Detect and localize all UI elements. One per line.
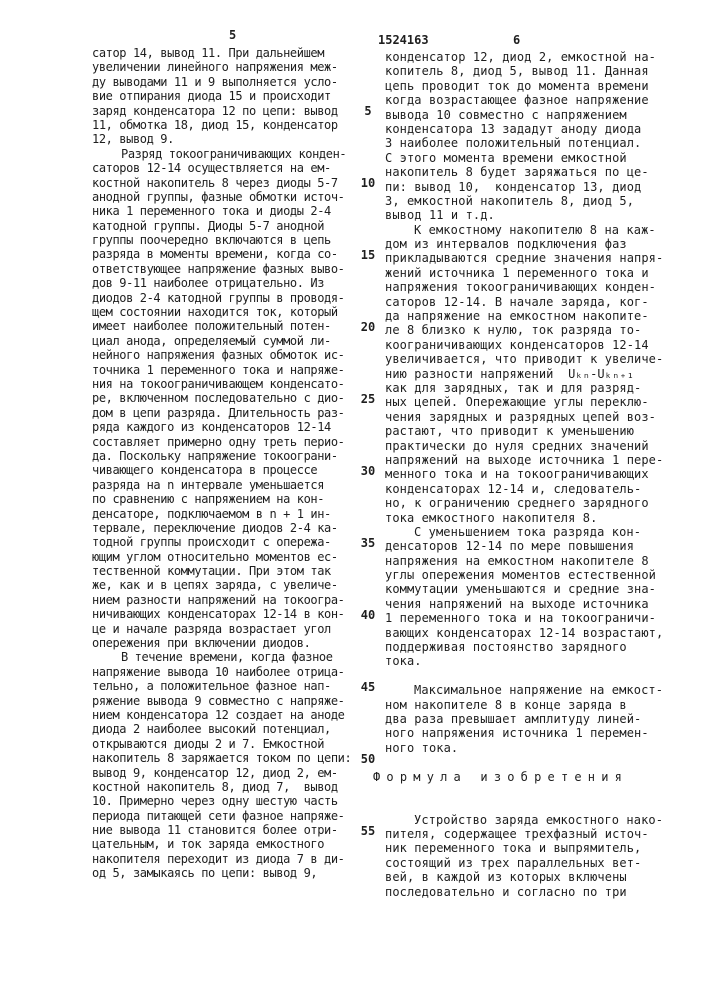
line-number: 5 bbox=[358, 104, 378, 118]
text-line: имеет наиболее положительный потен- bbox=[92, 319, 354, 333]
text-line: вающих конденсаторах 12-14 возрастают, bbox=[385, 626, 663, 640]
text-line: В течение времени, когда фазное bbox=[92, 650, 354, 664]
text-line: ного напряжения источника 1 перемен- bbox=[385, 726, 663, 740]
right-column-text bbox=[385, 50, 663, 899]
text-line: ных цепей. Опережающие углы переклю- bbox=[385, 395, 663, 409]
text-line: поддерживая постоянство зарядного bbox=[385, 640, 663, 654]
text-line: ник переменного тока и выпрямитель, bbox=[385, 841, 663, 855]
right-page-number: 6 bbox=[513, 33, 520, 47]
text-line: периода питающей сети фазное напряже- bbox=[92, 809, 354, 823]
text-line: саторов 12-14. В начале заряда, ког- bbox=[385, 295, 663, 309]
text-line: по сравнению с напряжением на кон- bbox=[92, 492, 354, 506]
text-line: углы опережения моментов естественной bbox=[385, 568, 663, 582]
text-line: два раза превышает амплитуду линей- bbox=[385, 712, 663, 726]
text-line: ном накопителе 8 в конце заряда в bbox=[385, 698, 663, 712]
text-line: да напряжение на емкостном накопите- bbox=[385, 309, 663, 323]
text-line: напряжений на выходе источника 1 пере- bbox=[385, 453, 663, 467]
line-number: 15 bbox=[358, 248, 378, 262]
text-line: тока емкостного накопителя 8. bbox=[385, 511, 663, 525]
text-line: Максимальное напряжение на емкост- bbox=[385, 683, 663, 697]
text-line: дов 9-11 наиболее отрицательно. Из bbox=[92, 276, 354, 290]
text-line: вывода 10 совместно с напряжением bbox=[385, 108, 663, 122]
text-line: да. Поскольку напряжение токоограни- bbox=[92, 449, 354, 463]
text-line: пи: вывод 10, конденсатор 13, диод bbox=[385, 180, 663, 194]
text-line: ряда каждого из конденсаторов 12-14 bbox=[92, 420, 354, 434]
line-number: 25 bbox=[358, 392, 378, 406]
text-line: цательным, и ток заряда емкостного bbox=[92, 837, 354, 851]
text-line: накопитель 8 заряжается током по цепи: bbox=[92, 751, 354, 765]
text-line: тодной группы происходит с опережа- bbox=[92, 535, 354, 549]
text-line: ряжение вывода 9 совместно с напряже- bbox=[92, 694, 354, 708]
text-line: прикладываются средние значения напря- bbox=[385, 251, 663, 265]
line-number: 45 bbox=[358, 680, 378, 694]
text-line: ле 8 близко к нулю, ток разряда то- bbox=[385, 323, 663, 337]
text-line: практически до нуля средних значений bbox=[385, 439, 663, 453]
text-line: С этого момента времени емкостной bbox=[385, 151, 663, 165]
text-line: С уменьшением тока разряда кон- bbox=[385, 525, 663, 539]
text-line bbox=[385, 798, 663, 812]
text-line: увеличении линейного напряжения меж- bbox=[92, 60, 354, 74]
left-page-number: 5 bbox=[229, 28, 236, 42]
line-number: 35 bbox=[358, 536, 378, 550]
patent-number: 1524163 bbox=[378, 33, 429, 47]
line-number: 10 bbox=[358, 176, 378, 190]
text-line: напряжения токоограничивающих конден- bbox=[385, 280, 663, 294]
text-line: тока. bbox=[385, 654, 663, 668]
text-line: саторов 12-14 осуществляется на ем- bbox=[92, 161, 354, 175]
text-line: ника 1 переменного тока и диоды 2-4 bbox=[92, 204, 354, 218]
text-line: денсаторов 12-14 по мере повышения bbox=[385, 539, 663, 553]
text-line: ответствующее напряжение фазных выво- bbox=[92, 262, 354, 276]
text-line: растают, что приводит к уменьшению bbox=[385, 424, 663, 438]
text-line: чения зарядных и разрядных цепей воз- bbox=[385, 410, 663, 424]
text-line: тервале, переключение диодов 2-4 ка- bbox=[92, 521, 354, 535]
text-line: разряда на n интервале уменьшается bbox=[92, 478, 354, 492]
text-line: ничивающих конденсаторах 12-14 в кон- bbox=[92, 607, 354, 621]
line-number: 30 bbox=[358, 464, 378, 478]
text-line: катодной группы. Диоды 5-7 анодной bbox=[92, 219, 354, 233]
text-line: состоящий из трех параллельных вет- bbox=[385, 856, 663, 870]
text-line: же, как и в цепях заряда, с увеличе- bbox=[92, 578, 354, 592]
text-line: как для зарядных, так и для разряд- bbox=[385, 381, 663, 395]
text-line: ния на токоограничивающем конденсато- bbox=[92, 377, 354, 391]
text-line: пителя, содержащее трехфазный источ- bbox=[385, 827, 663, 841]
text-line: циал анода, определяемый суммой ли- bbox=[92, 334, 354, 348]
text-line: когда возрастающее фазное напряжение bbox=[385, 93, 663, 107]
text-line: диодов 2-4 катодной группы в проводя- bbox=[92, 291, 354, 305]
text-line: 3 наиболее положительный потенциал. bbox=[385, 136, 663, 150]
text-line: чения напряжений на выходе источника bbox=[385, 597, 663, 611]
text-line: накопителя переходит из диода 7 в ди- bbox=[92, 852, 354, 866]
formula-heading: Формула изобретения bbox=[373, 770, 663, 784]
text-line: дом из интервалов подключения фаз bbox=[385, 237, 663, 251]
text-line: Разряд токоограничивающих конден- bbox=[92, 147, 354, 161]
line-number: 50 bbox=[358, 752, 378, 766]
text-line: дом в цепи разряда. Длительность раз- bbox=[92, 406, 354, 420]
text-line: костной накопитель 8 через диоды 5-7 bbox=[92, 176, 354, 190]
text-line: разряда в моменты времени, когда со- bbox=[92, 247, 354, 261]
text-line: од 5, замыкаясь по цепи: вывод 9, bbox=[92, 866, 354, 880]
text-line: напряжения на емкостном накопителе 8 bbox=[385, 554, 663, 568]
text-line: 1 переменного тока и на токоограничи- bbox=[385, 611, 663, 625]
text-line: менного тока и на токоограничивающих bbox=[385, 467, 663, 481]
text-line: вывод 9, конденсатор 12, диод 2, ем- bbox=[92, 766, 354, 780]
text-line: но, к ограничению среднего зарядного bbox=[385, 496, 663, 510]
text-line: накопитель 8 будет заряжаться по це- bbox=[385, 165, 663, 179]
text-line: конденсатора 13 зададут аноду диода bbox=[385, 122, 663, 136]
line-number: 20 bbox=[358, 320, 378, 334]
text-line: последовательно и согласно по три bbox=[385, 885, 663, 899]
text-line: вывод 11 и т.д. bbox=[385, 208, 663, 222]
text-line: денсаторе, подключаемом в n + 1 ин- bbox=[92, 507, 354, 521]
text-line: чивающего конденсатора в процессе bbox=[92, 463, 354, 477]
text-line: 10. Примерно через одну шестую часть bbox=[92, 794, 354, 808]
text-line: ду выводами 11 и 9 выполняется усло- bbox=[92, 75, 354, 89]
text-line: 3, емкостной накопитель 8, диод 5, bbox=[385, 194, 663, 208]
text-line: конденсатор 12, диод 2, емкостной на- bbox=[385, 50, 663, 64]
text-line: костной накопитель 8, диод 7, вывод bbox=[92, 780, 354, 794]
text-line: вей, в каждой из которых включены bbox=[385, 870, 663, 884]
text-line: жений источника 1 переменного тока и bbox=[385, 266, 663, 280]
text-line bbox=[385, 755, 663, 769]
text-line: опережения при включении диодов. bbox=[92, 636, 354, 650]
text-line: ние вывода 11 становится более отри- bbox=[92, 823, 354, 837]
text-line: це и начале разряда возрастает угол bbox=[92, 622, 354, 636]
text-line: тельно, а положительное фазное нап- bbox=[92, 679, 354, 693]
text-line bbox=[385, 784, 663, 798]
text-line: цепь проводит ток до момента времени bbox=[385, 79, 663, 93]
line-number: 55 bbox=[358, 824, 378, 838]
text-line: нием конденсатора 12 создает на аноде bbox=[92, 708, 354, 722]
text-line: сатор 14, вывод 11. При дальнейшем bbox=[92, 46, 354, 60]
text-line: открываются диоды 2 и 7. Емкостной bbox=[92, 737, 354, 751]
left-column-text bbox=[92, 46, 354, 881]
text-line: конденсаторах 12-14 и, следователь- bbox=[385, 482, 663, 496]
text-line: нию разности напряжений Uₖₙ-Uₖₙ₊₁ bbox=[385, 367, 663, 381]
text-line: К емкостному накопителю 8 на каж- bbox=[385, 223, 663, 237]
text-line: составляет примерно одну треть перио- bbox=[92, 435, 354, 449]
text-line: увеличивается, что приводит к увеличе- bbox=[385, 352, 663, 366]
text-line: точника 1 переменного тока и напряже- bbox=[92, 363, 354, 377]
text-line: диода 2 наиболее высокий потенциал, bbox=[92, 722, 354, 736]
text-line: коограничивающих конденсаторов 12-14 bbox=[385, 338, 663, 352]
text-line: 11, обмотка 18, диод 15, конденсатор bbox=[92, 118, 354, 132]
text-line: ющим углом относительно моментов ес- bbox=[92, 550, 354, 564]
text-line: щем состоянии находится ток, который bbox=[92, 305, 354, 319]
text-line: Устройство заряда емкостного нако- bbox=[385, 813, 663, 827]
text-line: коммутации уменьшаются и средние зна- bbox=[385, 582, 663, 596]
line-number: 40 bbox=[358, 608, 378, 622]
text-line: заряд конденсатора 12 по цепи: вывод bbox=[92, 104, 354, 118]
text-line: группы поочередно включаются в цепь bbox=[92, 233, 354, 247]
text-line: 12, вывод 9. bbox=[92, 132, 354, 146]
text-line: нейного напряжения фазных обмоток ис- bbox=[92, 348, 354, 362]
text-line: анодной группы, фазные обмотки источ- bbox=[92, 190, 354, 204]
text-line: нием разности напряжений на токоогра- bbox=[92, 593, 354, 607]
text-line bbox=[385, 669, 663, 683]
text-line: копитель 8, диод 5, вывод 11. Данная bbox=[385, 64, 663, 78]
text-line: ного тока. bbox=[385, 741, 663, 755]
text-line: тественной коммутации. При этом так bbox=[92, 564, 354, 578]
text-line: ре, включенном последовательно с дио- bbox=[92, 391, 354, 405]
text-line: напряжение вывода 10 наиболее отрица- bbox=[92, 665, 354, 679]
text-line: вие отпирания диода 15 и происходит bbox=[92, 89, 354, 103]
